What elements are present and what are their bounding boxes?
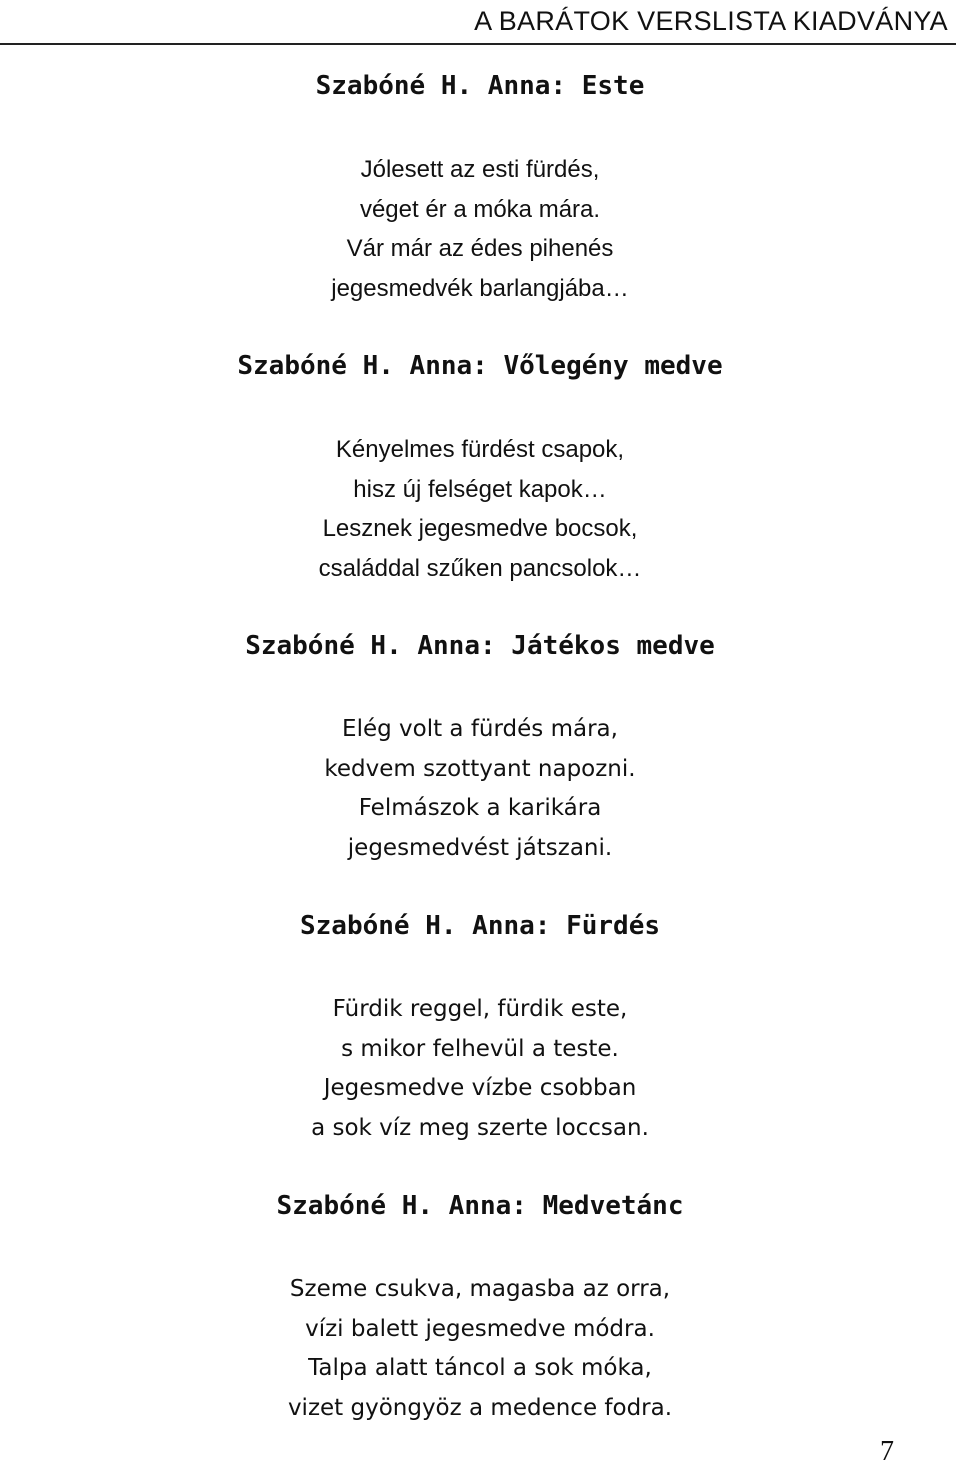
poem-line: családdal szűken pancsolok…	[318, 554, 642, 582]
poem-line: Kényelmes fürdést csapok,	[335, 436, 625, 463]
poem-line: Lesznek jegesmedve bocsok,	[322, 515, 638, 542]
poem-stanza	[0, 1270, 960, 1428]
poem-line: Fürdik reggel, fürdik este,	[332, 996, 628, 1022]
poem-line: Jólesett az esti fürdés,	[360, 156, 600, 183]
poem-line: Talpa alatt táncol a sok móka,	[308, 1355, 652, 1381]
poem-stanza	[0, 430, 960, 588]
poem-line: jegesmedvést játszani.	[347, 834, 613, 861]
poem-title: Szabóné H. Anna: Játékos medve	[245, 631, 715, 661]
poem-line: Vár már az édes pihenés	[346, 235, 614, 262]
poem-stanza	[0, 990, 960, 1148]
header-rule	[0, 43, 956, 45]
poem-line: vizet gyöngyöz a medence fodra.	[287, 1394, 673, 1421]
poem-line: Jegesmedve vízbe csobban	[323, 1075, 637, 1101]
poem-line: kedvem szottyant napozni.	[324, 755, 636, 782]
poem-furdes	[0, 910, 960, 1148]
poem-stanza	[0, 150, 960, 308]
poem-medvetanc	[0, 1190, 960, 1428]
poem-line: a sok víz meg szerte loccsan.	[311, 1114, 649, 1141]
poem-este	[0, 70, 960, 308]
poem-line: jegesmedvék barlangjába…	[331, 274, 629, 302]
poem-line: vízi balett jegesmedve módra.	[305, 1315, 655, 1342]
poem-line: véget ér a móka mára.	[359, 195, 601, 223]
poem-line: Szeme csukva, magasba az orra,	[289, 1276, 671, 1302]
running-header: A BARÁTOK VERSLISTA KIADVÁNYA	[474, 6, 948, 36]
page-number: 7	[880, 1436, 894, 1467]
poem-stanza	[0, 710, 960, 868]
poem-line: Elég volt a fürdés mára,	[342, 716, 618, 742]
poem-line: Felmászok a karikára	[358, 795, 602, 821]
poem-title: Szabóné H. Anna: Vőlegény medve	[237, 351, 723, 381]
poem-title: Szabóné H. Anna: Fürdés	[299, 911, 661, 941]
poem-title: Szabóné H. Anna: Medvetánc	[276, 1191, 684, 1221]
poem-jatekos-medve	[0, 630, 960, 868]
poem-line: hisz új felséget kapok…	[353, 475, 607, 503]
poem-volegeny-medve	[0, 350, 960, 588]
poem-title: Szabóné H. Anna: Este	[315, 71, 645, 101]
poem-line: s mikor felhevül a teste.	[341, 1035, 619, 1062]
